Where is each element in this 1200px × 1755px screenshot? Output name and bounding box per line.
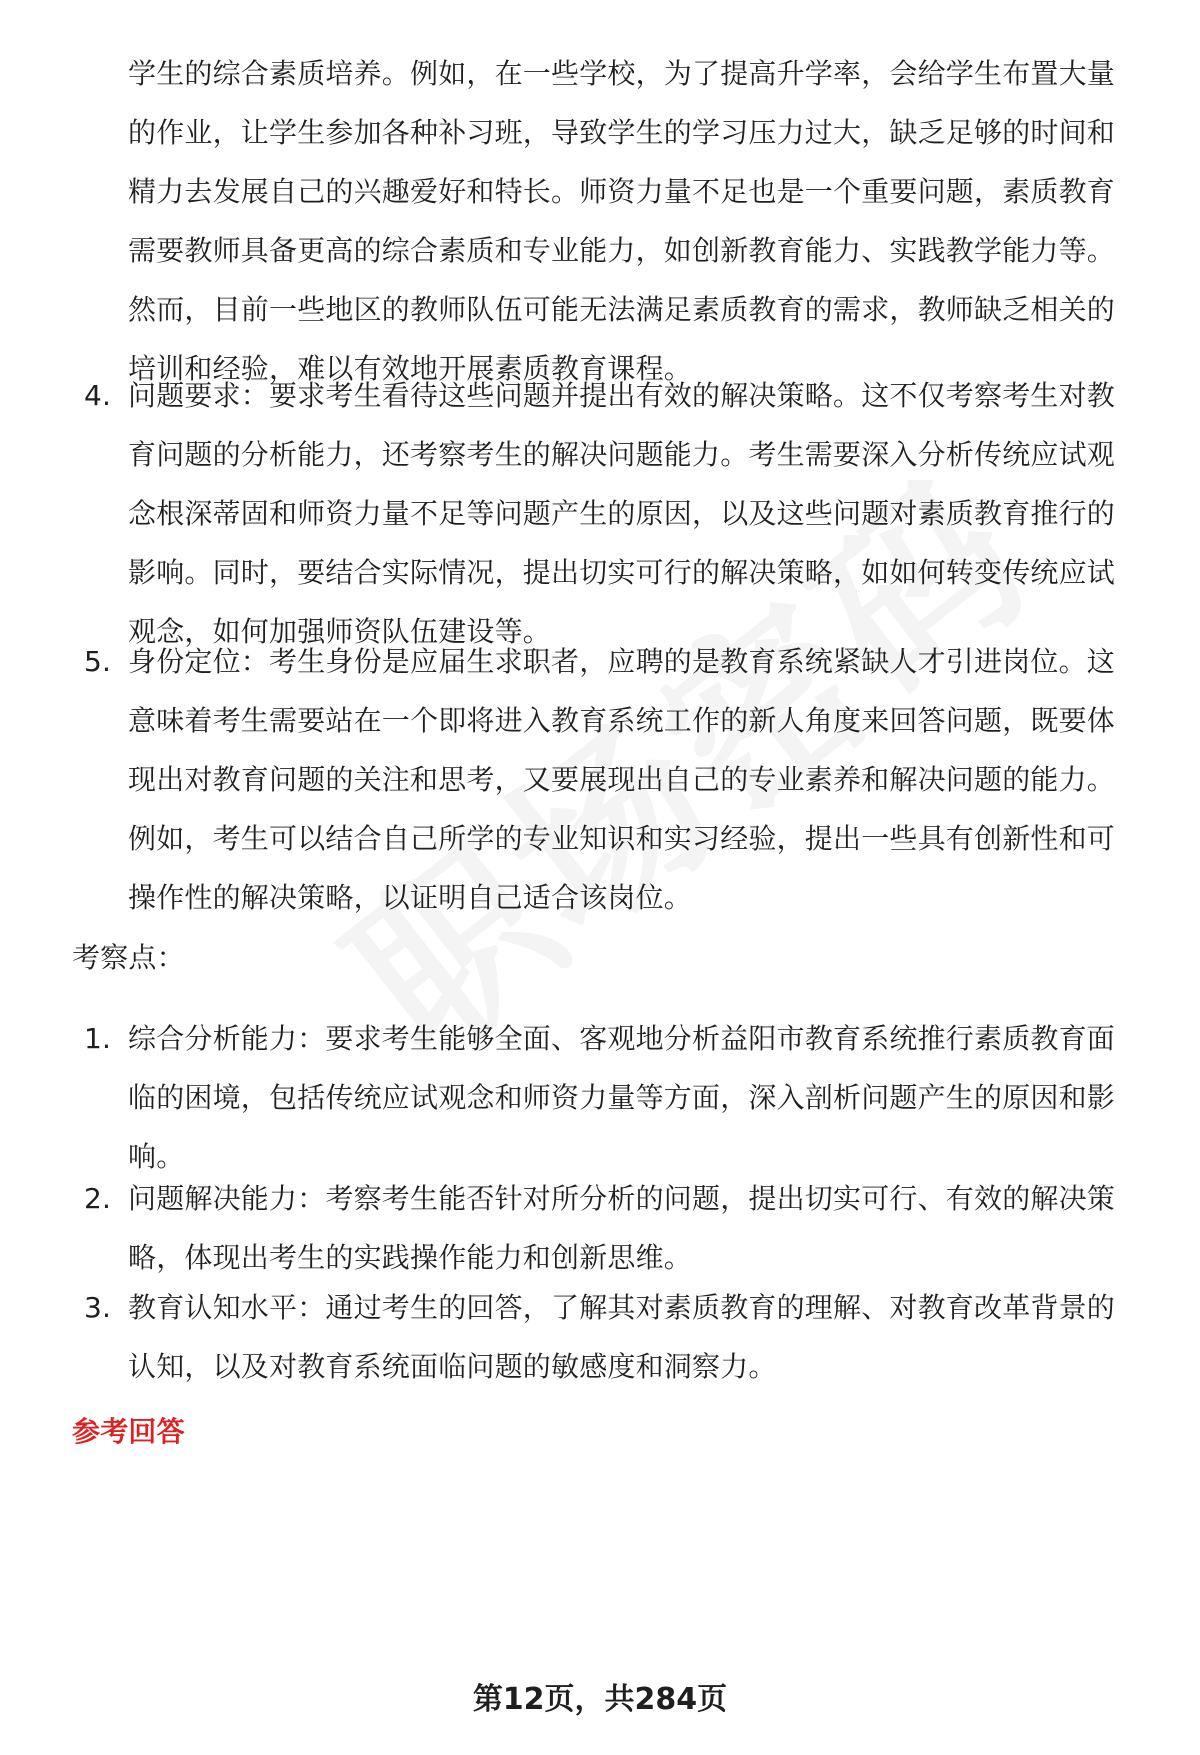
list-item-text: 综合分析能力：要求考生能够全面、客观地分析益阳市教育系统推行素质教育面临的困境，包括传统应试观念和师资力量等方面，深入剖析问题产生的原因和影响。 (128, 1022, 1116, 1173)
section-heading: 考察点： (72, 941, 185, 974)
list-item (84, 366, 1138, 661)
list-item-text: 教育认知水平：通过考生的回答，了解其对素质教育的理解、对教育改革背景的认知，以及对教育系统面临问题的敏感度和洞察力。 (128, 1291, 1116, 1383)
list-item-text: 问题解决能力：考察考生能否针对所分析的问题，提出切实可行、有效的解决策略，体现出考生的实践操作能力和创新思维。 (128, 1182, 1116, 1274)
list-item-text: 身份定位：考生身份是应届生求职者，应聘的是教育系统紧缺人才引进岗位。这意味着考生需要站在一个即将进入教育系统工作的新人角度来回答问题，既要体现出对教育问题的关注和思考，又要展现出自己的专业素养和解决问题的能力。例如，考生可以结合自己所学的专业知识和实习经验，提出一些具有创新性和可操作性的解决策略，以证明自己适合该岗位。 (128, 645, 1116, 914)
list-item (84, 632, 1138, 927)
list-item (84, 1278, 1138, 1396)
list-item-number: 2. (84, 1182, 112, 1215)
list-item-number: 5. (84, 645, 112, 678)
page-number-footer: 第12页，共284页 (472, 1682, 728, 1717)
list-item-number: 4. (84, 379, 112, 412)
continuation-paragraph: 学生的综合素质培养。例如，在一些学校，为了提高升学率，会给学生布置大量的作业，让学生参加各种补习班，导致学生的学习压力过大，缺乏足够的时间和精力去发展自己的兴趣爱好和特长。师资力量不足也是一个重要问题，素质教育需要教师具备更高的综合素质和专业能力，如创新教育能力、实践教学能力等。然而，目前一些地区的教师队伍可能无法满足素质教育的需求，教师缺乏相关的培训和经验，难以有效地开展素质教育课程。 (128, 57, 1116, 385)
list-item-number: 1. (84, 1022, 112, 1055)
list-item-text: 问题要求：要求考生看待这些问题并提出有效的解决策略。这不仅考察考生对教育问题的分析能力，还考察考生的解决问题能力。考生需要深入分析传统应试观念根深蒂固和师资力量不足等问题产生的原因，以及这些问题对素质教育推行的影响。同时，要结合实际情况，提出切实可行的解决策略，如如何转变传统应试观念，如何加强师资队伍建设等。 (128, 379, 1116, 648)
list-item (84, 1009, 1138, 1186)
reference-answer-heading: 参考回答 (72, 1415, 185, 1448)
list-item (84, 1169, 1138, 1287)
list-item-number: 3. (84, 1291, 112, 1324)
